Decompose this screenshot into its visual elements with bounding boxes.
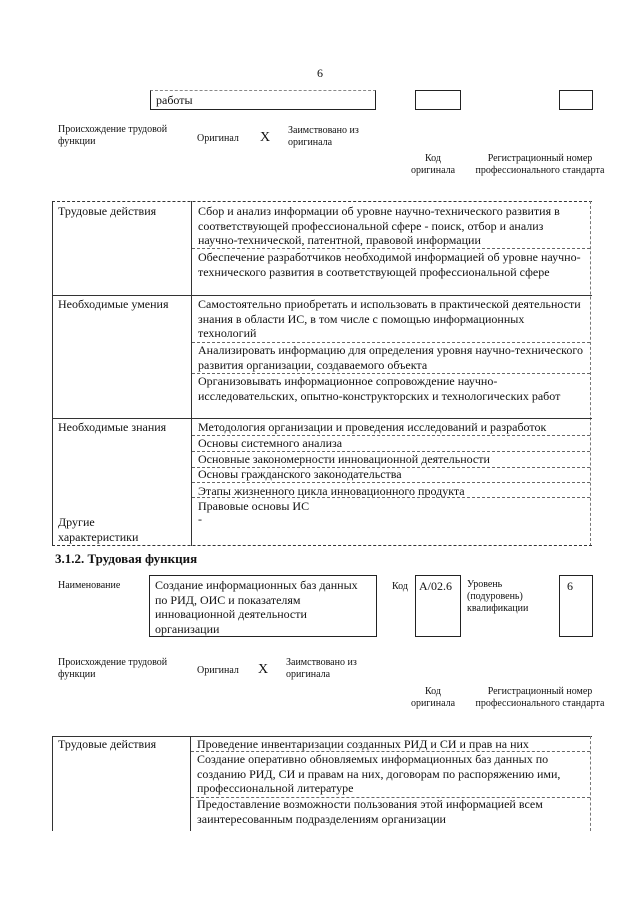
page-number: 6	[317, 66, 323, 80]
table1-left-line	[52, 201, 53, 546]
row-label-skills: Необходимые умения	[58, 297, 169, 311]
cell-divider	[192, 482, 590, 483]
level-box-top	[559, 90, 593, 110]
other-item-1: -	[198, 512, 202, 526]
actions-item-2: Обеспечение разработчиков необходимой информацией об уровне научно-технического развития в соответствующей профессиональной сфере	[198, 250, 581, 279]
actions2-item-3: Предоставление возможности пользования этой информацией всем заинтересованным подразделениям организации	[197, 797, 543, 826]
original-label: Оригинал	[197, 133, 239, 144]
knowledge-item-2: Основы системного анализа	[198, 436, 343, 450]
name-value-text: работы	[156, 93, 193, 107]
origin-label: Происхождение трудовой функции	[58, 124, 168, 147]
knowledge-item-1: Методология организации и проведения исследований и разработок	[198, 420, 547, 434]
table1-right-line	[590, 201, 591, 546]
level-label: Уровень (подуровень) квалификации	[467, 579, 529, 614]
row-label-actions-2: Трудовые действия	[58, 737, 157, 751]
reg-number-label: Регистрационный номер профессионального стандарта	[475, 153, 605, 176]
code-box-top	[415, 90, 461, 110]
origin-label-2: Происхождение трудовой функции	[58, 657, 168, 680]
knowledge-item-4: Основы гражданского законодательства	[198, 467, 402, 481]
name-label: Наименование	[58, 580, 121, 591]
code-original-label-2: Код оригинала	[410, 686, 456, 709]
knowledge-item-5: Этапы жизненного цикла инновационного продукта	[198, 484, 465, 498]
row-label-other: Другие характеристики	[58, 515, 139, 544]
borrowed-label: Заимствовано из оригинала	[288, 125, 359, 148]
knowledge-item-6: Правовые основы ИС	[198, 499, 310, 513]
knowledge-item-3: Основные закономерности инновационной деятельности	[198, 452, 490, 466]
row-divider	[52, 418, 592, 419]
row-label-actions: Трудовые действия	[58, 204, 157, 218]
actions-item-1: Сбор и анализ информации об уровне научно-технического развития в соответствующей профессиональной сфере - поиск, отбор и анализ научно-технической, патентной, правовой информации	[198, 204, 560, 247]
table1-top-line	[52, 201, 592, 202]
original-x-mark: X	[260, 130, 271, 145]
name-value-box	[150, 90, 376, 110]
level-box	[559, 575, 593, 637]
original-x-mark-2: X	[258, 662, 269, 677]
row-divider	[52, 295, 592, 296]
table2-right-line	[590, 736, 591, 831]
level-value: 6	[567, 579, 573, 593]
actions2-item-2: Создание оперативно обновляемых информационных баз данных по созданию РИД, СИ и правам на них, договорам по распоряжению ими, профессиональной литературе	[197, 752, 561, 795]
borrowed-label-2: Заимствовано из оригинала	[286, 657, 357, 680]
code-label: Код	[392, 581, 408, 592]
row-label-knowledge: Необходимые знания	[58, 420, 167, 434]
table2-left-line	[52, 736, 53, 831]
reg-number-label-2: Регистрационный номер профессионального стандарта	[475, 686, 605, 709]
actions2-item-1: Проведение инвентаризации созданных РИД и СИ и прав на них	[197, 737, 529, 751]
skills-item-2: Анализировать информацию для определения уровня научно-технического развития организации, создаваемого объекта	[198, 343, 584, 372]
code-box	[415, 575, 461, 637]
original-label-2: Оригинал	[197, 665, 239, 676]
name-value: Создание информационных баз данных по РИД, ОИС и показателям инновационной деятельности организации	[155, 578, 358, 636]
cell-divider	[192, 497, 590, 498]
name-box	[149, 575, 377, 637]
skills-item-3: Организовывать информационное сопровождение научно-исследовательских, опытно-конструкторских и технологических работ	[198, 374, 561, 403]
code-value: А/02.6	[419, 579, 452, 593]
section-title: 3.1.2. Трудовая функция	[55, 551, 198, 566]
code-original-label: Код оригинала	[410, 153, 456, 176]
skills-item-1: Самостоятельно приобретать и использовать в практической деятельности знания в области ИС, в том числе с помощью информационных технологий	[198, 297, 581, 340]
cell-divider	[192, 248, 590, 249]
table1-bottom-line	[52, 545, 592, 546]
